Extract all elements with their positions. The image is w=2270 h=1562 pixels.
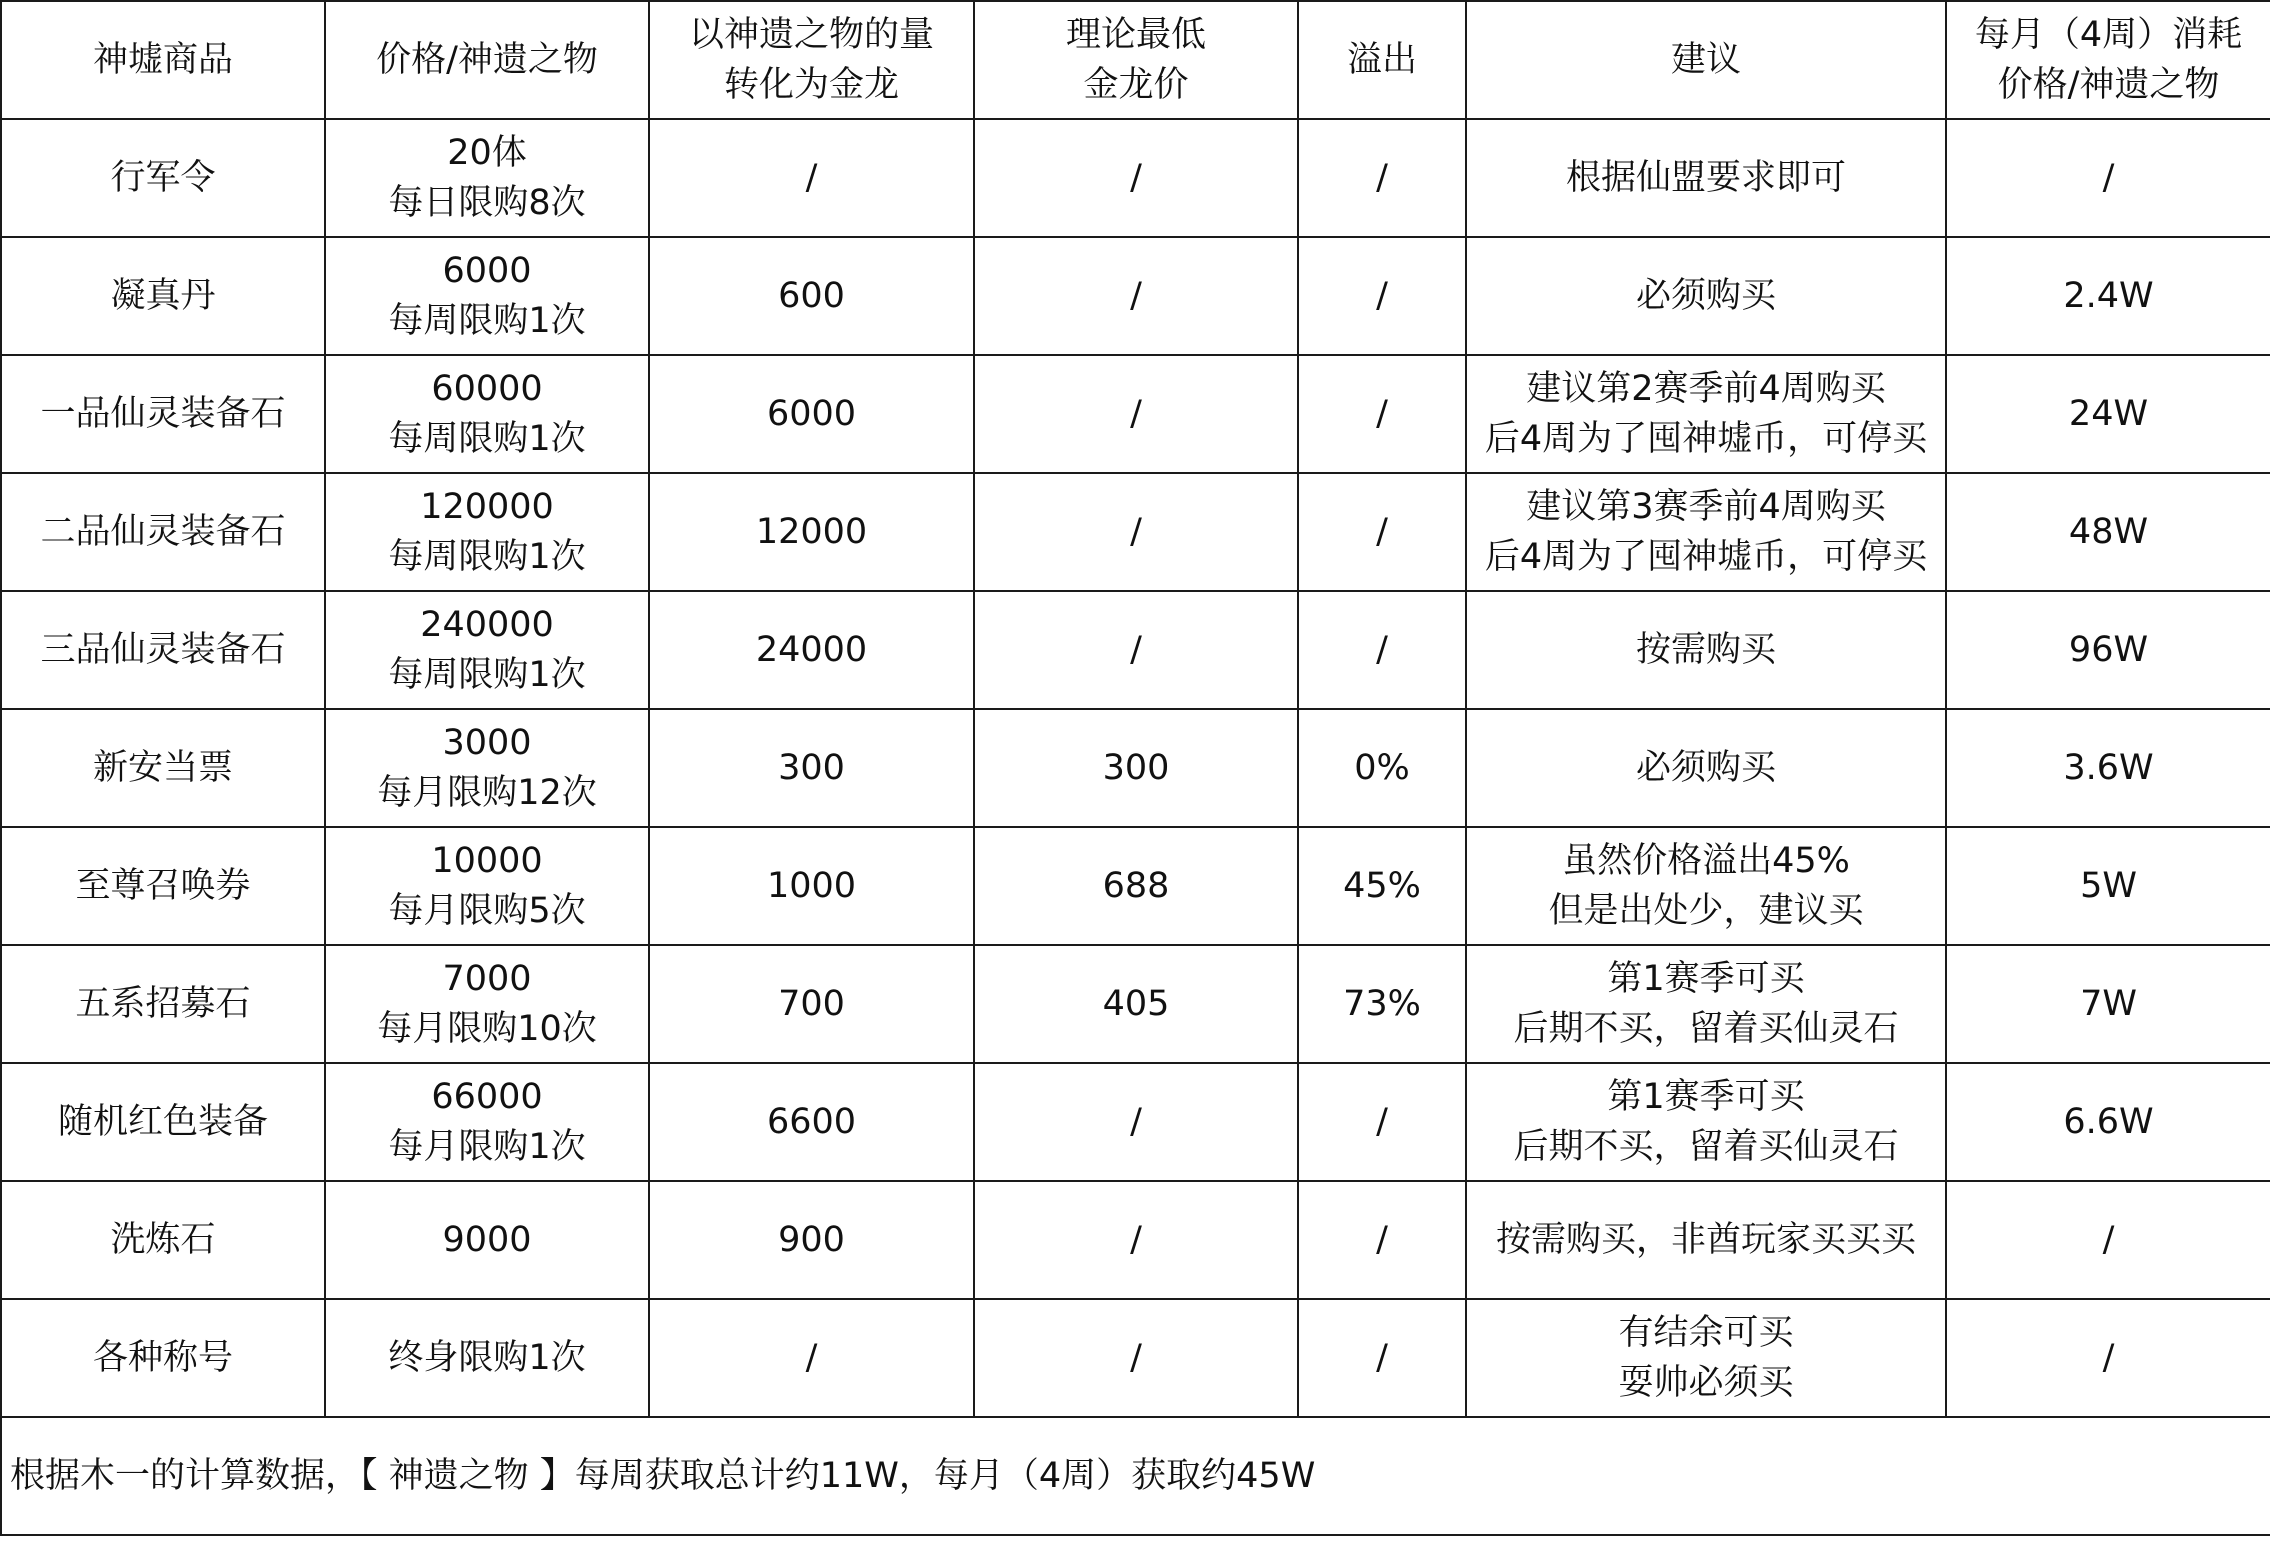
convert-cell: 700 — [649, 945, 974, 1063]
overflow-cell: / — [1298, 1063, 1466, 1181]
price-cell-line: 3000 — [442, 723, 532, 763]
overflow-cell: / — [1298, 473, 1466, 591]
table-row — [1, 945, 2270, 1063]
header-cell-monthly: 每月（4周）消耗 价格/神遗之物 — [1946, 1, 2270, 119]
price-cell-line: 每周限购1次 — [388, 301, 586, 341]
item-name-cell: 随机红色装备 — [1, 1063, 325, 1181]
monthly-cell: 7W — [1946, 945, 2270, 1063]
price-cell-line: 66000 — [431, 1077, 543, 1117]
convert-cell: 600 — [649, 237, 974, 355]
price-cell — [325, 473, 649, 591]
item-name-cell: 五系招募石 — [1, 945, 325, 1063]
item-name-cell: 新安当票 — [1, 709, 325, 827]
price-cell — [325, 355, 649, 473]
price-cell — [325, 827, 649, 945]
advice-cell — [1466, 709, 1946, 827]
price-cell-line: 每月限购12次 — [377, 773, 597, 813]
table-row — [1, 237, 2270, 355]
price-cell-line: 每周限购1次 — [388, 419, 586, 459]
price-cell — [325, 1299, 649, 1417]
price-cell-line: 120000 — [420, 487, 554, 527]
advice-cell-line: 按需购买 — [1635, 630, 1776, 670]
price-cell — [325, 709, 649, 827]
advice-cell-line: 后4周为了囤神墟币，可停买 — [1484, 537, 1928, 577]
advice-cell-line: 必须购买 — [1635, 276, 1776, 316]
table-row — [1, 1299, 2270, 1417]
convert-cell: 900 — [649, 1181, 974, 1299]
advice-cell-line: 按需购买，非酋玩家买买买 — [1495, 1220, 1916, 1260]
monthly-cell: 6.6W — [1946, 1063, 2270, 1181]
item-name-cell: 各种称号 — [1, 1299, 325, 1417]
min-price-cell: / — [974, 119, 1298, 237]
advice-cell-line: 第1赛季可买 — [1607, 1077, 1805, 1117]
advice-cell — [1466, 355, 1946, 473]
advice-cell-line: 建议第2赛季前4周购买 — [1526, 369, 1886, 409]
convert-cell: / — [649, 119, 974, 237]
header-cell-overflow: 溢出 — [1298, 1, 1466, 119]
price-cell-line: 每周限购1次 — [388, 537, 586, 577]
item-name-cell: 凝真丹 — [1, 237, 325, 355]
advice-cell-line: 必须购买 — [1635, 748, 1776, 788]
price-cell — [325, 591, 649, 709]
advice-cell-line: 建议第3赛季前4周购买 — [1526, 487, 1886, 527]
overflow-cell: / — [1298, 237, 1466, 355]
price-cell — [325, 119, 649, 237]
convert-cell: 1000 — [649, 827, 974, 945]
price-cell-line: 每日限购8次 — [388, 183, 586, 223]
overflow-cell: / — [1298, 119, 1466, 237]
advice-cell-line: 后期不买，留着买仙灵石 — [1513, 1127, 1899, 1167]
monthly-cell: 48W — [1946, 473, 2270, 591]
price-cell-line: 20体 — [447, 133, 527, 173]
convert-cell: 12000 — [649, 473, 974, 591]
advice-cell-line: 虽然价格溢出45% — [1562, 841, 1850, 881]
min-price-cell: / — [974, 355, 1298, 473]
table-row — [1, 827, 2270, 945]
price-cell-line: 每周限购1次 — [388, 655, 586, 695]
price-cell-line: 6000 — [442, 251, 532, 291]
price-cell-line: 60000 — [431, 369, 543, 409]
item-name-cell: 三品仙灵装备石 — [1, 591, 325, 709]
advice-cell-line: 后4周为了囤神墟币，可停买 — [1484, 419, 1928, 459]
monthly-cell: 3.6W — [1946, 709, 2270, 827]
monthly-cell: 2.4W — [1946, 237, 2270, 355]
price-cell — [325, 945, 649, 1063]
table-row — [1, 355, 2270, 473]
overflow-cell: / — [1298, 591, 1466, 709]
min-price-cell: / — [974, 473, 1298, 591]
price-cell-line: 240000 — [420, 605, 554, 645]
overflow-cell: 45% — [1298, 827, 1466, 945]
advice-cell-line: 有结余可买 — [1618, 1313, 1794, 1353]
price-cell-line: 7000 — [442, 959, 532, 999]
convert-cell: 300 — [649, 709, 974, 827]
min-price-cell: / — [974, 1063, 1298, 1181]
price-cell — [325, 1181, 649, 1299]
overflow-cell: / — [1298, 1299, 1466, 1417]
price-cell-line: 每月限购10次 — [377, 1009, 597, 1049]
advice-cell-line: 第1赛季可买 — [1607, 959, 1805, 999]
header-cell-price: 价格/神遗之物 — [325, 1, 649, 119]
header-cell-convert: 以神遗之物的量 转化为金龙 — [649, 1, 974, 119]
convert-cell: 6600 — [649, 1063, 974, 1181]
advice-cell-line: 但是出处少，建议买 — [1548, 891, 1864, 931]
min-price-cell: / — [974, 1181, 1298, 1299]
advice-cell-line: 后期不买，留着买仙灵石 — [1513, 1009, 1899, 1049]
advice-cell — [1466, 473, 1946, 591]
advice-cell — [1466, 1063, 1946, 1181]
advice-cell — [1466, 591, 1946, 709]
advice-cell-line: 耍帅必须买 — [1618, 1363, 1794, 1403]
table-row — [1, 1063, 2270, 1181]
item-name-cell: 一品仙灵装备石 — [1, 355, 325, 473]
monthly-cell: / — [1946, 1181, 2270, 1299]
price-cell-line: 9000 — [442, 1220, 532, 1260]
price-cell — [325, 1063, 649, 1181]
header-cell-min-price: 理论最低 金龙价 — [974, 1, 1298, 119]
convert-cell: 24000 — [649, 591, 974, 709]
advice-cell — [1466, 119, 1946, 237]
footer-row — [1, 1417, 2270, 1535]
advice-cell — [1466, 1181, 1946, 1299]
monthly-cell: / — [1946, 119, 2270, 237]
header-cell-item: 神墟商品 — [1, 1, 325, 119]
convert-cell: 6000 — [649, 355, 974, 473]
item-name-cell: 二品仙灵装备石 — [1, 473, 325, 591]
item-name-cell: 行军令 — [1, 119, 325, 237]
min-price-cell: / — [974, 237, 1298, 355]
advice-cell — [1466, 1299, 1946, 1417]
header-row — [1, 1, 2270, 119]
min-price-cell: / — [974, 591, 1298, 709]
min-price-cell: 300 — [974, 709, 1298, 827]
table-row — [1, 1181, 2270, 1299]
price-cell-line: 每月限购5次 — [388, 891, 586, 931]
item-name-cell: 至尊召唤券 — [1, 827, 325, 945]
advice-cell — [1466, 827, 1946, 945]
table-row — [1, 119, 2270, 237]
table-row — [1, 709, 2270, 827]
price-cell-line: 每月限购1次 — [388, 1127, 586, 1167]
item-name-cell: 洗炼石 — [1, 1181, 325, 1299]
table-row — [1, 473, 2270, 591]
price-cell-line: 终身限购1次 — [388, 1338, 586, 1378]
min-price-cell: 688 — [974, 827, 1298, 945]
overflow-cell: 73% — [1298, 945, 1466, 1063]
advice-cell — [1466, 237, 1946, 355]
overflow-cell: 0% — [1298, 709, 1466, 827]
monthly-cell: 24W — [1946, 355, 2270, 473]
advice-cell — [1466, 945, 1946, 1063]
overflow-cell: / — [1298, 1181, 1466, 1299]
monthly-cell: 5W — [1946, 827, 2270, 945]
price-cell — [325, 237, 649, 355]
min-price-cell: 405 — [974, 945, 1298, 1063]
monthly-cell: 96W — [1946, 591, 2270, 709]
table-row — [1, 591, 2270, 709]
overflow-cell: / — [1298, 355, 1466, 473]
monthly-cell: / — [1946, 1299, 2270, 1417]
header-cell-advice: 建议 — [1466, 1, 1946, 119]
advice-cell-line: 根据仙盟要求即可 — [1565, 158, 1846, 198]
footer-note: 根据木一的计算数据，【 神遗之物 】每周获取总计约11W，每月（4周）获取约45W — [1, 1417, 2270, 1535]
price-cell-line: 10000 — [431, 841, 543, 881]
convert-cell: / — [649, 1299, 974, 1417]
min-price-cell: / — [974, 1299, 1298, 1417]
